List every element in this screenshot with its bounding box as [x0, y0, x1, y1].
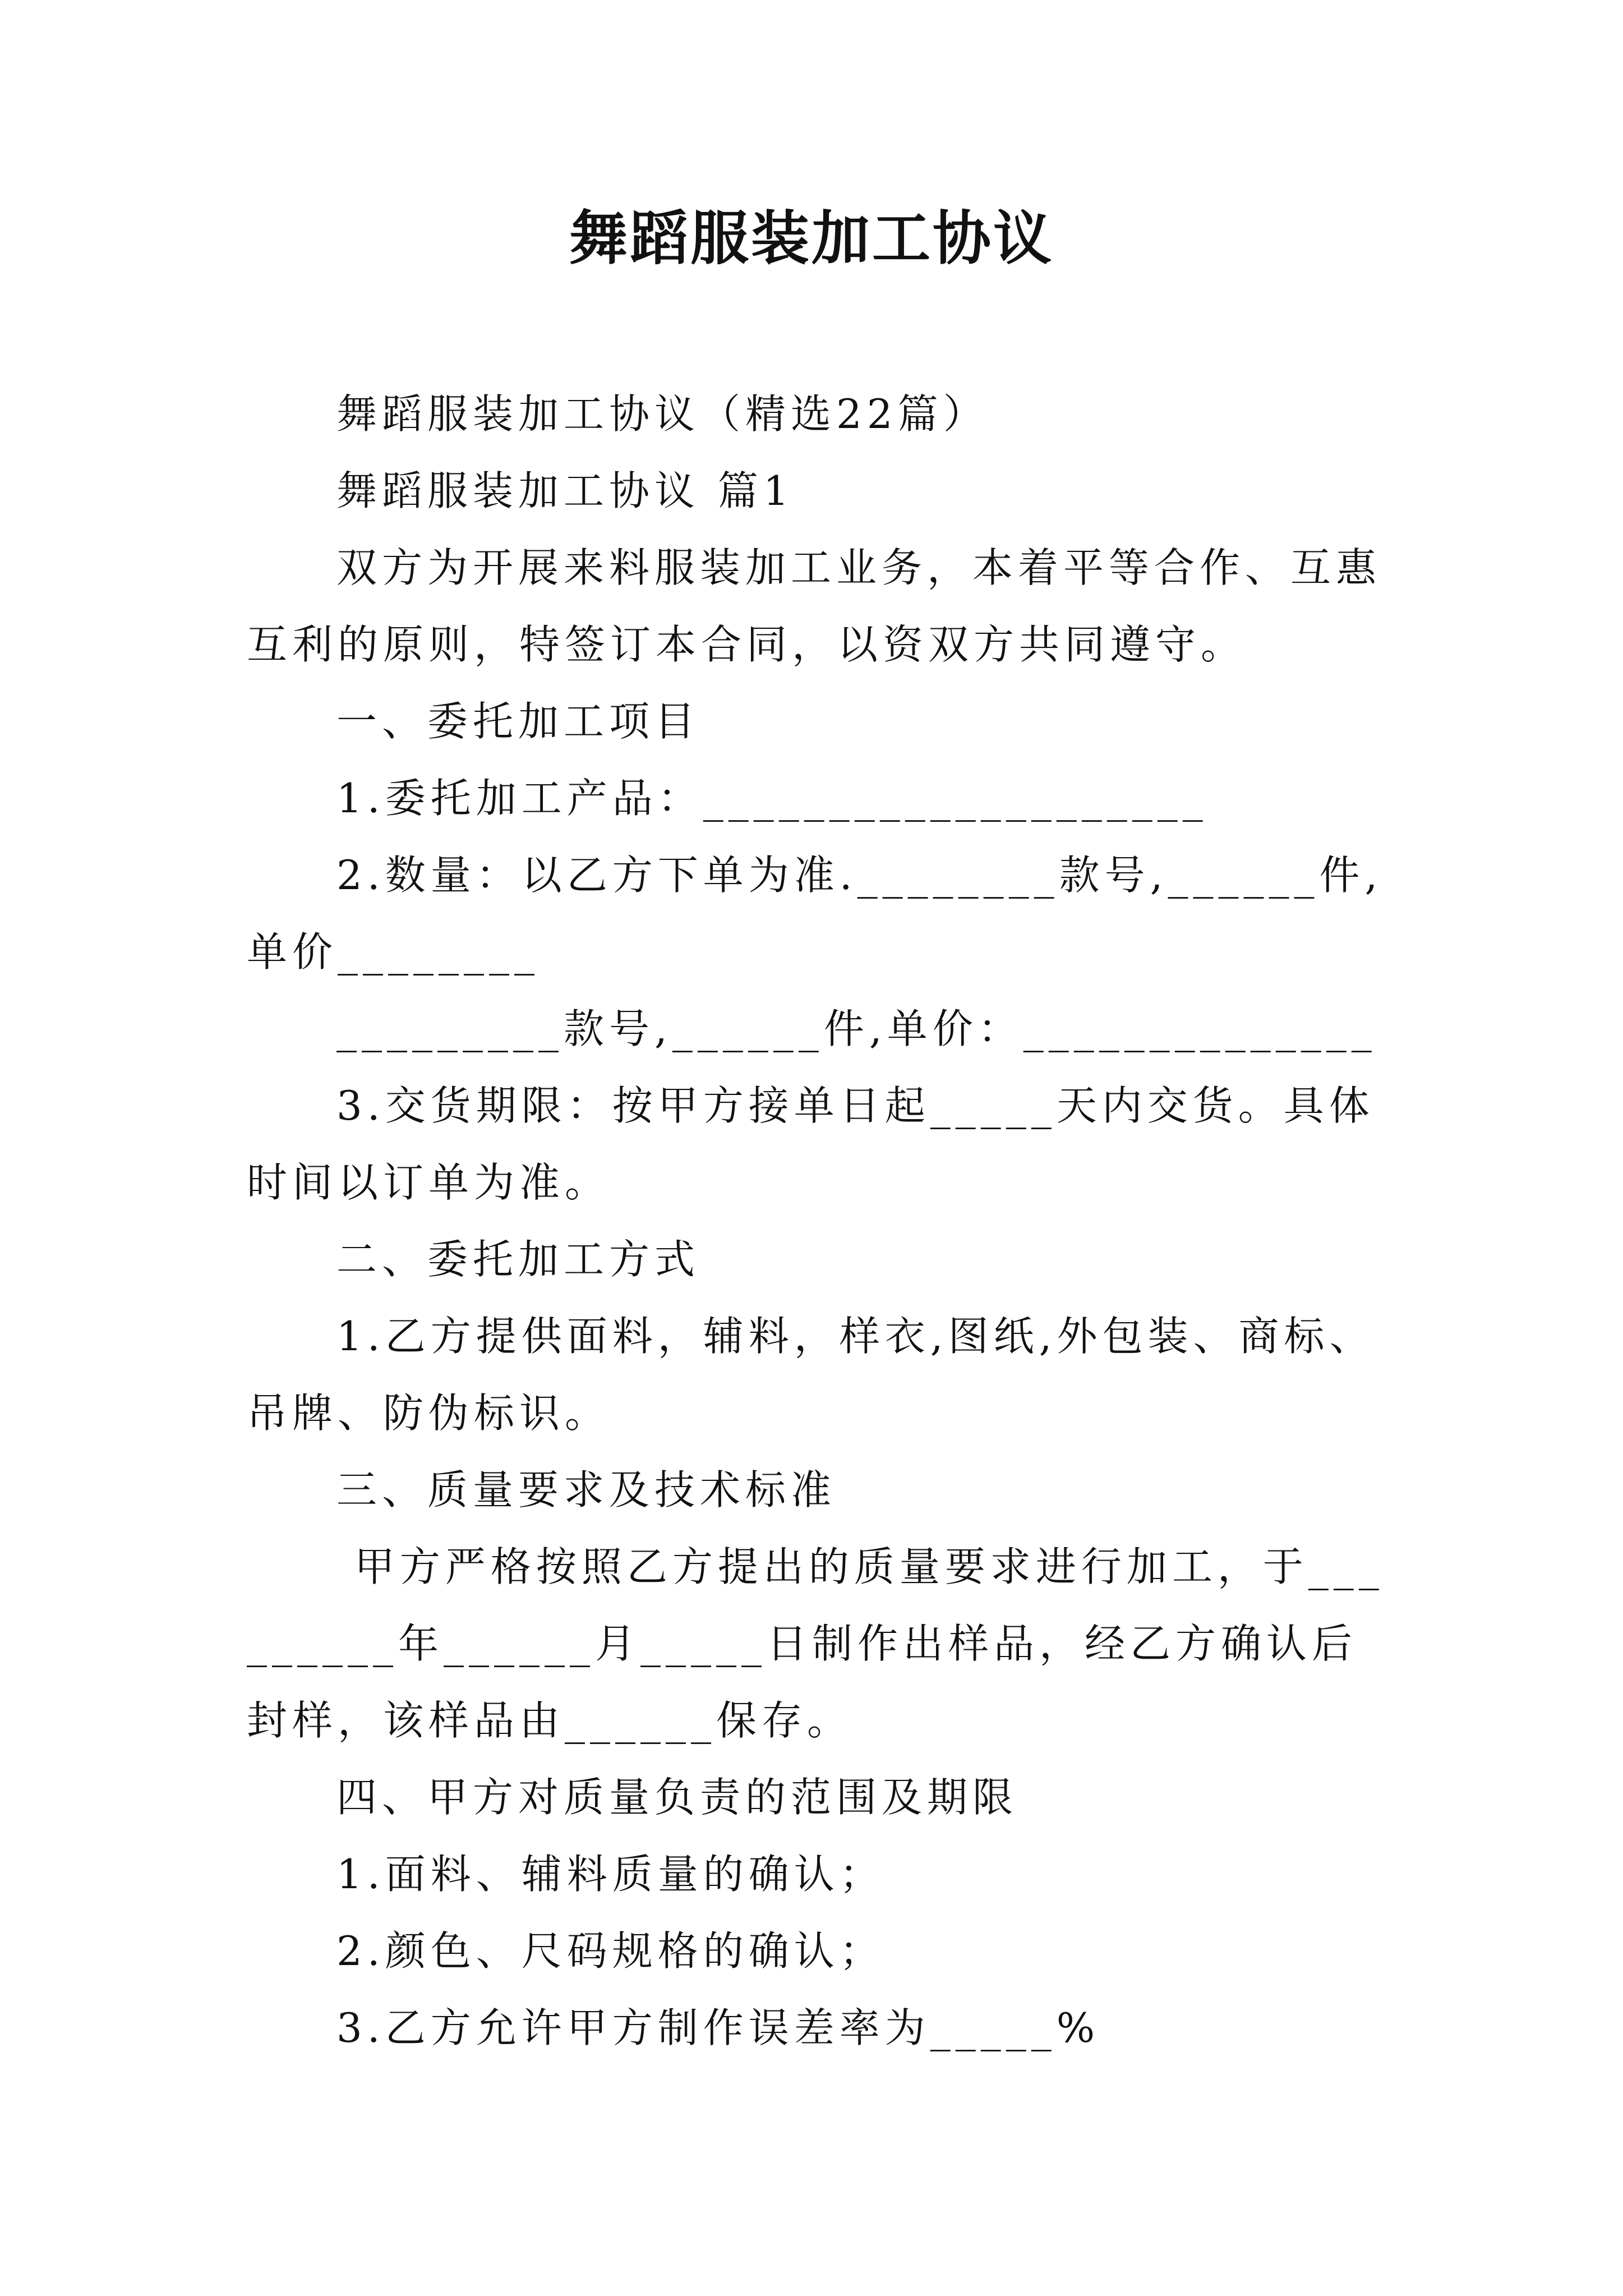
document-body	[247, 376, 1385, 2067]
paragraph-heading-1: 一、委托加工项目	[336, 698, 700, 745]
paragraph-heading-2: 二、委托加工方式	[336, 1236, 700, 1283]
paragraph-item-error-rate: 3.乙方允许甲方制作误差率为_____%	[336, 2004, 1100, 2051]
paragraph-item-quantity-continued: _________款号,______件,单价：______________	[336, 1005, 1377, 1052]
paragraph-heading-4: 四、甲方对质量负责的范围及期限	[336, 1774, 1018, 1821]
paragraph-item-materials: 1.乙方提供面料，辅料，样衣,图纸,外包装、商标、吊牌、防伪标识。	[247, 1313, 1375, 1437]
paragraph-item-quantity: 2.数量：以乙方下单为准.________款号,______件,单价________	[247, 852, 1383, 976]
paragraph-subtitle: 舞蹈服装加工协议（精选22篇）	[336, 390, 989, 438]
paragraph-heading-3: 三、质量要求及技术标准	[336, 1466, 837, 1513]
paragraph-item-product: 1.委托加工产品：____________________	[336, 775, 1208, 822]
paragraph-item-color-size: 2.颜色、尺码规格的确认；	[336, 1927, 885, 1975]
paragraph-item-delivery: 3.交货期限：按甲方接单日起_____天内交货。具体时间以订单为准。	[247, 1082, 1375, 1206]
document-title: 舞蹈服装加工协议	[569, 204, 1054, 273]
paragraph-item-fabric: 1.面料、辅料质量的确认；	[336, 1851, 885, 1898]
paragraph-intro: 双方为开展来料服装加工业务，本着平等合作、互惠互利的原则，特签订本合同，以资双方共同遵守。	[247, 544, 1382, 668]
paragraph-section-heading: 舞蹈服装加工协议 篇1	[336, 467, 794, 514]
paragraph-quality-sample: 甲方严格按照乙方提出的质量要求进行加工，于_________年______月_____日制作出样品，经乙方确认后封样，该样品由______保存。	[247, 1543, 1384, 1744]
